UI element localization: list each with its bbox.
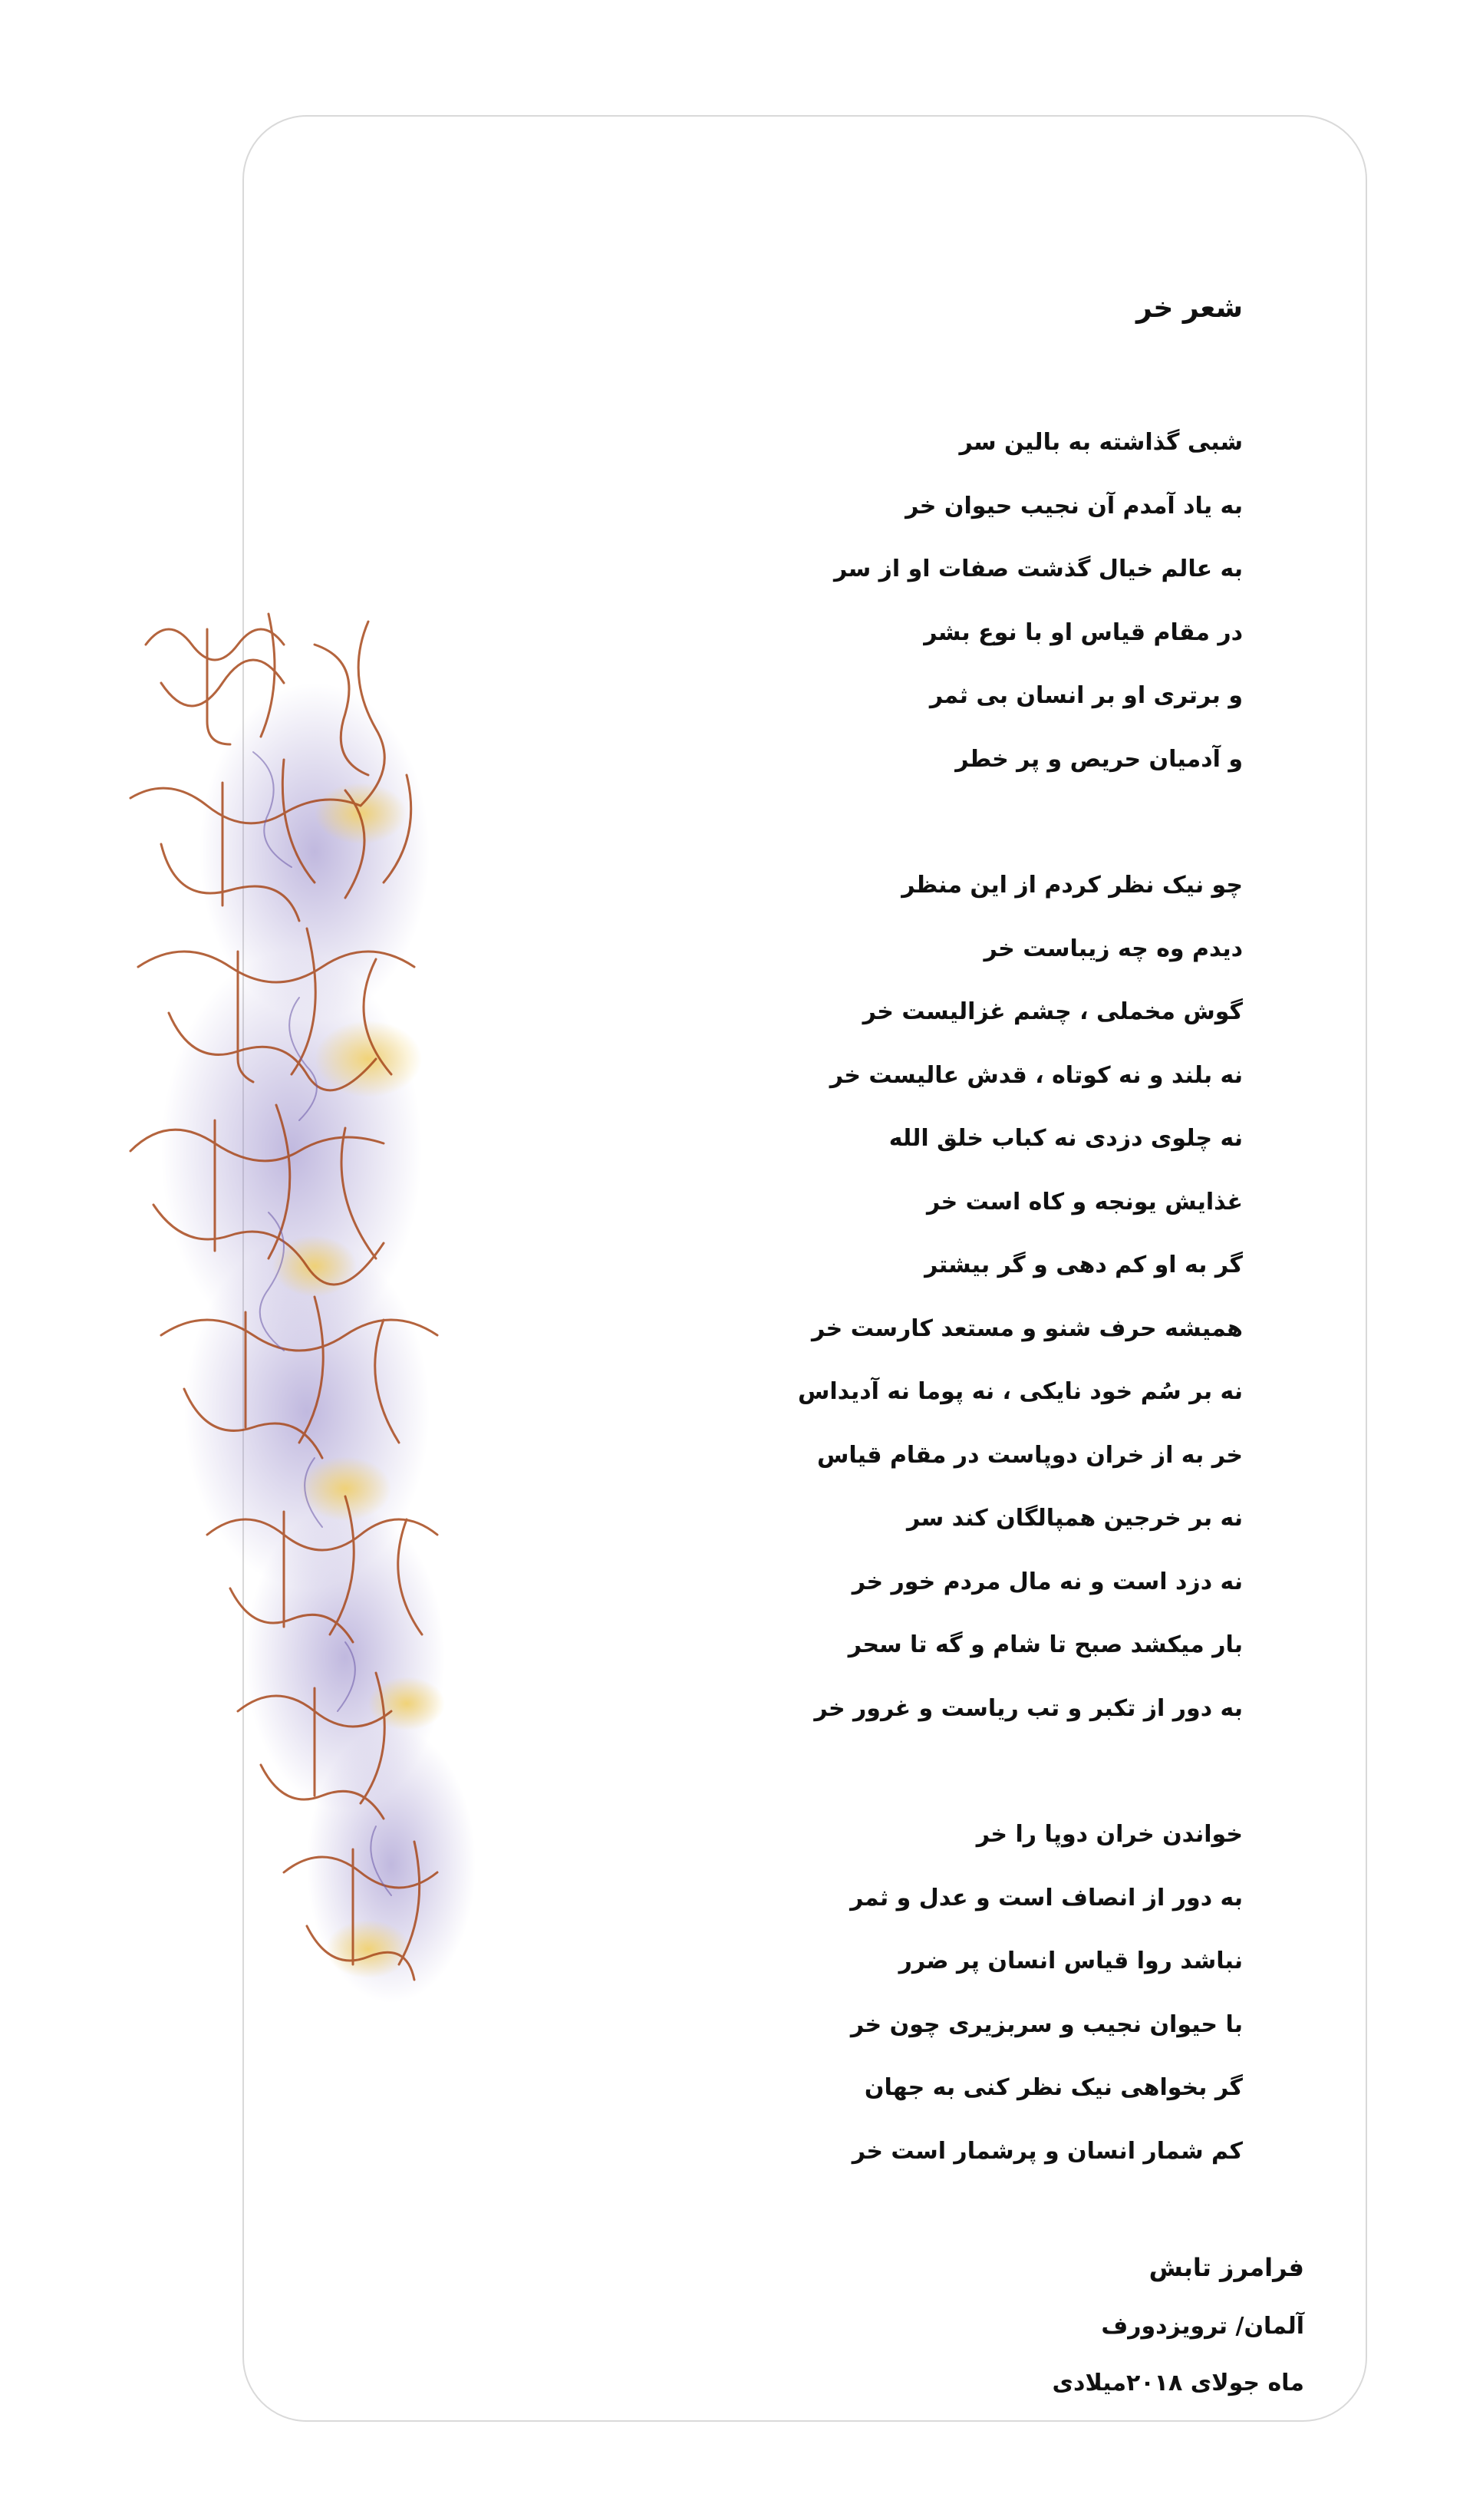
poem-line: نه بر خرجین همپالگان کند سر — [907, 1505, 1243, 1532]
stanza-1 — [476, 411, 1243, 791]
poem-line: شبی گذاشته به بالین سر — [959, 429, 1243, 456]
poem-line: با حیوان نجیب و سربزیری چون خر — [850, 2010, 1243, 2038]
stanza-gap — [476, 791, 1243, 854]
poem-line: به یاد آمدم آن نجیب حیوان خر — [905, 492, 1243, 520]
poem-line: بار میکشد صبح تا شام و گه تا سحر — [848, 1631, 1243, 1658]
poem-line: به عالم خیال گذشت صفات او از سر — [834, 556, 1243, 582]
poem-date: ماه جولای ۲۰۱۸میلادی — [1052, 2370, 1304, 2396]
author-name: فرامرز تابش — [1148, 2253, 1304, 2282]
poem-line: کم شمار انسان و پرشمار است خر — [852, 2137, 1243, 2165]
poem-line: گر به او کم دهی و گر بیشتر — [924, 1252, 1243, 1278]
poem-line: در مقام قیاس او با نوع بشر — [924, 618, 1243, 646]
poem — [476, 285, 1243, 2183]
poem-line: نه دزد است و نه مال مردم خور خر — [852, 1568, 1243, 1595]
stanza-3 — [476, 1803, 1243, 2183]
signature — [1053, 2245, 1304, 2412]
poem-line: خواندن خران دوپا را خر — [976, 1821, 1243, 1848]
poem-line: گوش مخملی ، چشم غزالیست خر — [862, 998, 1243, 1025]
poem-line: همیشه حرف شنو و مستعد کارست خر — [811, 1314, 1243, 1342]
poem-line: به دور از انصاف است و عدل و ثمر — [850, 1884, 1243, 1911]
poem-line: نه بر سُم خود نایکی ، نه پوما نه آدیداس — [797, 1378, 1243, 1405]
poem-line: چو نیک نظر کردم از این منظر — [901, 872, 1243, 899]
poem-line: و آدمیان حریص و پر خطر — [955, 745, 1243, 773]
stanza-gap — [476, 1740, 1243, 1803]
poem-line: دیدم وه چه زیباست خر — [984, 935, 1243, 962]
poem-line: خر به از خران دوپاست در مقام قیاس — [816, 1441, 1243, 1469]
poem-line: گر بخواهی نیک نظر کنی به جهان — [864, 2074, 1243, 2101]
poem-line: غذایش یونجه و کاه است خر — [926, 1188, 1243, 1215]
poem-title: شعر خر — [1136, 292, 1243, 324]
poem-line: نه بلند و نه کوتاه ، قدش عالیست خر — [829, 1061, 1243, 1089]
author-place: آلمان/ ترویزدورف — [1101, 2313, 1304, 2340]
poem-line: نه چلوی دزدی نه کباب خلق الله — [888, 1125, 1243, 1152]
poem-line: و برتری او بر انسان بی ثمر — [929, 682, 1243, 709]
poem-line: به دور از تکبر و تب ریاست و غرور خر — [814, 1694, 1243, 1722]
stanza-2 — [476, 854, 1243, 1740]
poem-line: نباشد روا قیاس انسان پر ضرر — [898, 1948, 1243, 1974]
